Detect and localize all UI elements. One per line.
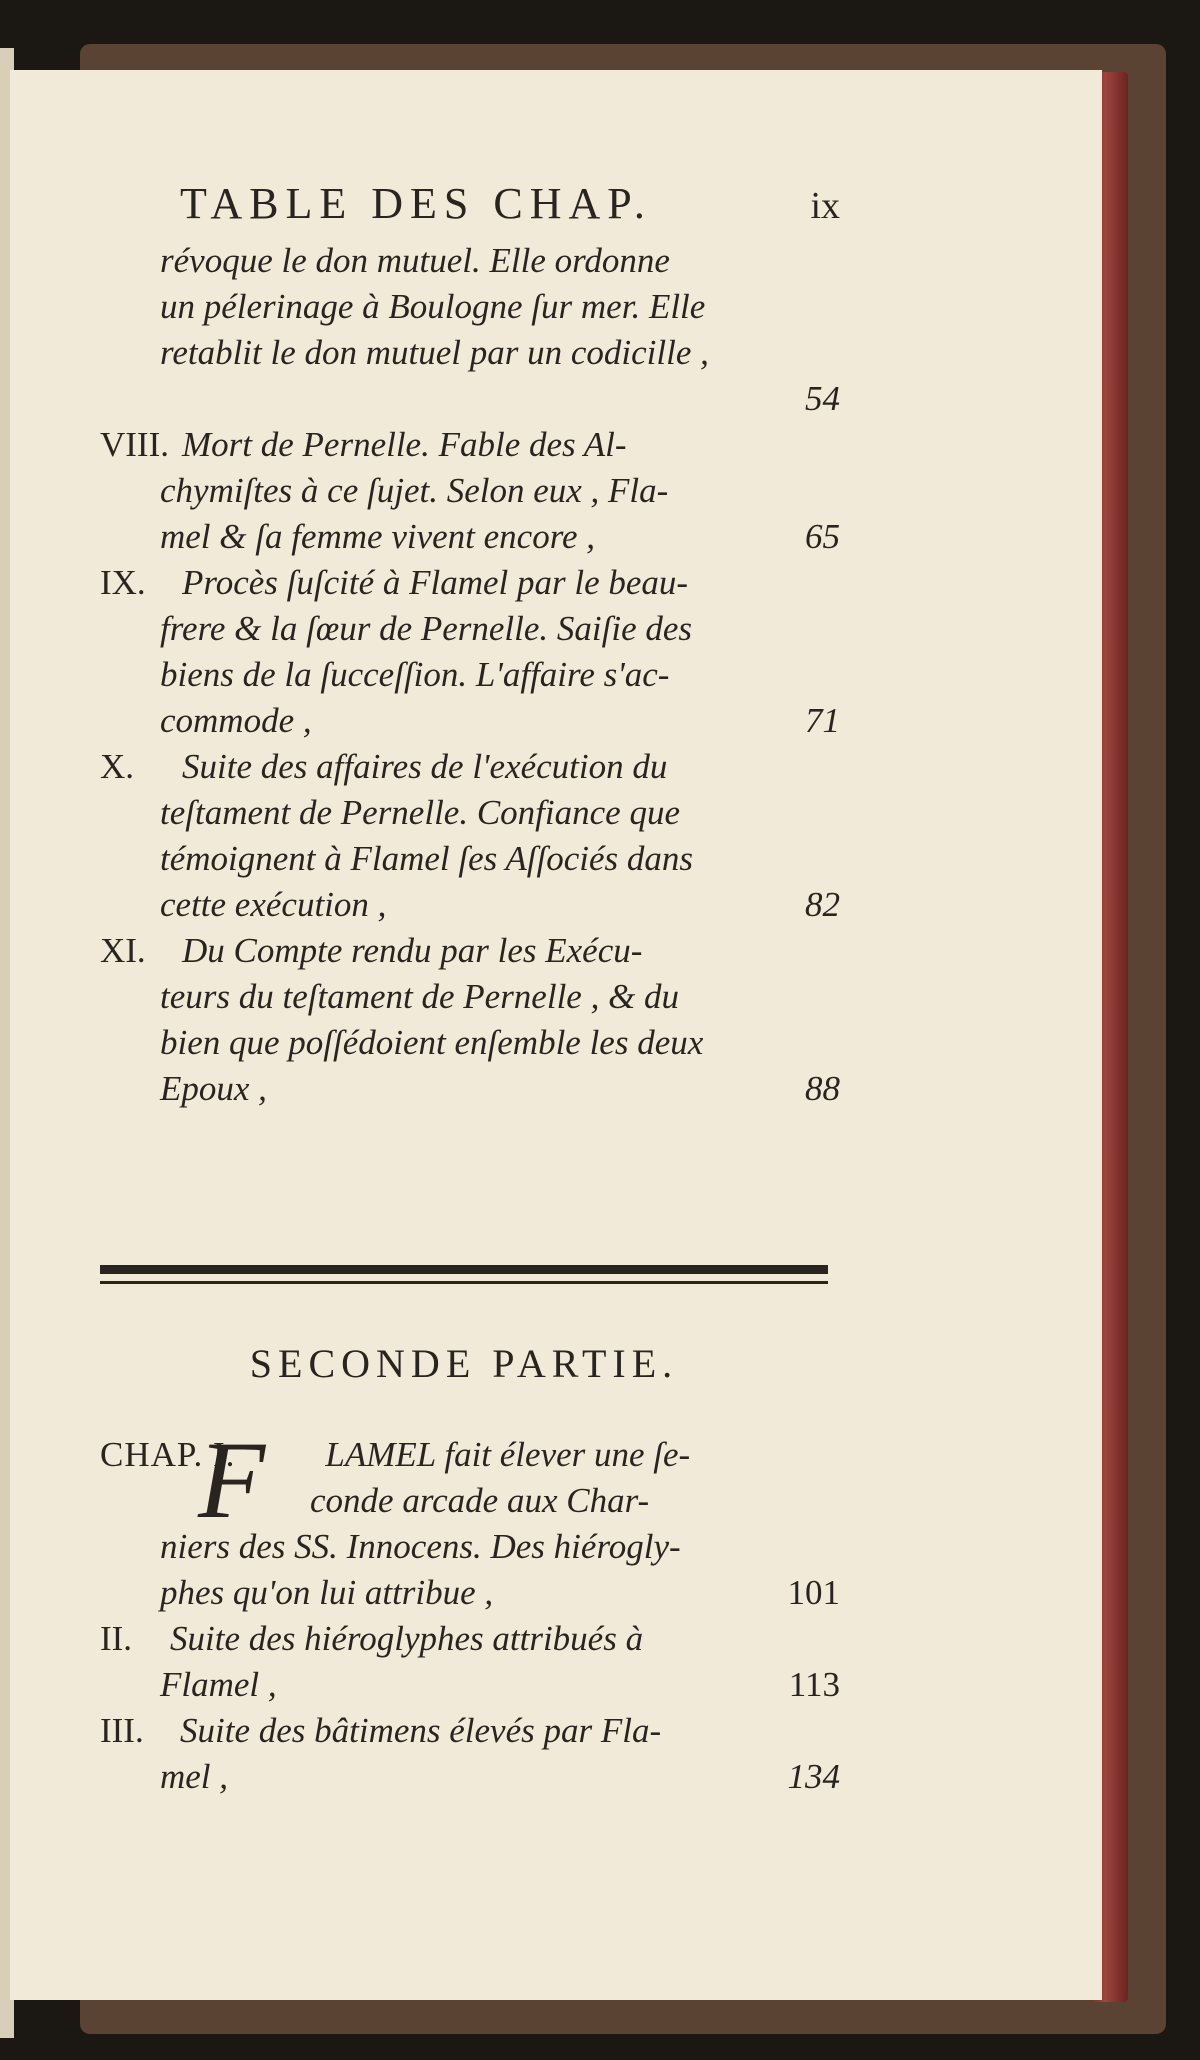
toc-line: phes qu'on lui attribue , 101 <box>100 1570 840 1616</box>
toc-page-ref: 82 <box>805 885 840 924</box>
chapter-number: X. <box>100 747 135 786</box>
toc-entry: II. Suite des hiéroglyphes attribués à <box>100 1616 840 1662</box>
toc-line: commode , 71 <box>100 698 840 744</box>
chapter-number: VIII. <box>100 425 169 464</box>
toc-page-ref: 54 <box>805 379 840 418</box>
running-head <box>180 178 840 229</box>
book-page <box>10 70 1102 2000</box>
chapter-number: II. <box>100 1619 133 1658</box>
toc-line: mel & ſa femme vivent encore , 65 <box>100 514 840 560</box>
toc-line: Epoux , 88 <box>100 1066 840 1112</box>
chapter-number: XI. <box>100 931 146 970</box>
toc-line: teurs du teſtament de Pernelle , & du <box>160 977 680 1016</box>
toc-entry: VIII. Mort de Pernelle. Fable des Al- <box>100 422 840 468</box>
chapter-label: CHAP. I. <box>100 1435 236 1474</box>
toc-entry: IX. Procès ſuſcité à Flamel par le beau- <box>100 560 840 606</box>
section-divider <box>100 1265 828 1284</box>
toc-line: niers des SS. Innocens. Des hiérogly- <box>160 1527 681 1566</box>
table-of-contents-part-two <box>100 1419 840 1800</box>
toc-line: mel , 134 <box>100 1754 840 1800</box>
toc-page-ref: 71 <box>805 701 840 740</box>
toc-line: révoque le don mutuel. Elle ordonne <box>160 241 670 280</box>
toc-entry: X. Suite des affaires de l'exécution du <box>100 744 840 790</box>
toc-entry: XI. Du Compte rendu par les Exécu- <box>100 928 840 974</box>
toc-line: chymiſtes à ce ſujet. Selon eux , Fla- <box>160 471 669 510</box>
part-heading: SECONDE PARTIE. <box>249 1341 679 1386</box>
divider-thin-rule <box>100 1281 828 1284</box>
running-head-title: TABLE DES CHAP. <box>180 179 652 228</box>
toc-entry: CHAP. I. LAMEL fait élever une ſe- <box>100 1435 691 1474</box>
toc-page-ref: 65 <box>805 517 840 556</box>
chapter-number: IX. <box>100 563 146 602</box>
toc-line: cette exécution , 82 <box>100 882 840 928</box>
toc-page-ref: 113 <box>788 1665 840 1704</box>
page-number: ix <box>810 185 840 227</box>
toc-line: frere & la ſœur de Pernelle. Saiſie des <box>160 609 693 648</box>
toc-line: conde arcade aux Char- <box>310 1481 650 1520</box>
drop-cap: F <box>198 1419 266 1541</box>
toc-entry: III. Suite des bâtimens élevés par Fla- <box>100 1708 840 1754</box>
chapter-number: III. <box>100 1711 144 1750</box>
toc-page-ref: 88 <box>805 1069 840 1108</box>
toc-line: Flamel , 113 <box>100 1662 840 1708</box>
toc-line: bien que poſſédoient enſemble les deux <box>160 1023 704 1062</box>
toc-line: teſtament de Pernelle. Confiance que <box>160 793 680 832</box>
toc-page-ref: 101 <box>787 1573 840 1612</box>
toc-line: un pélerinage à Boulogne ſur mer. Elle <box>160 287 706 326</box>
toc-line <box>100 376 840 422</box>
toc-line: retablit le don mutuel par un codicille , <box>160 333 709 372</box>
toc-page-ref: 134 <box>787 1757 840 1796</box>
table-of-contents <box>100 238 840 1112</box>
toc-line: biens de la ſucceſſion. L'affaire s'ac- <box>160 655 670 694</box>
divider-thick-rule <box>100 1265 828 1274</box>
toc-line: témoignent à Flamel ſes Aſſociés dans <box>160 839 694 878</box>
